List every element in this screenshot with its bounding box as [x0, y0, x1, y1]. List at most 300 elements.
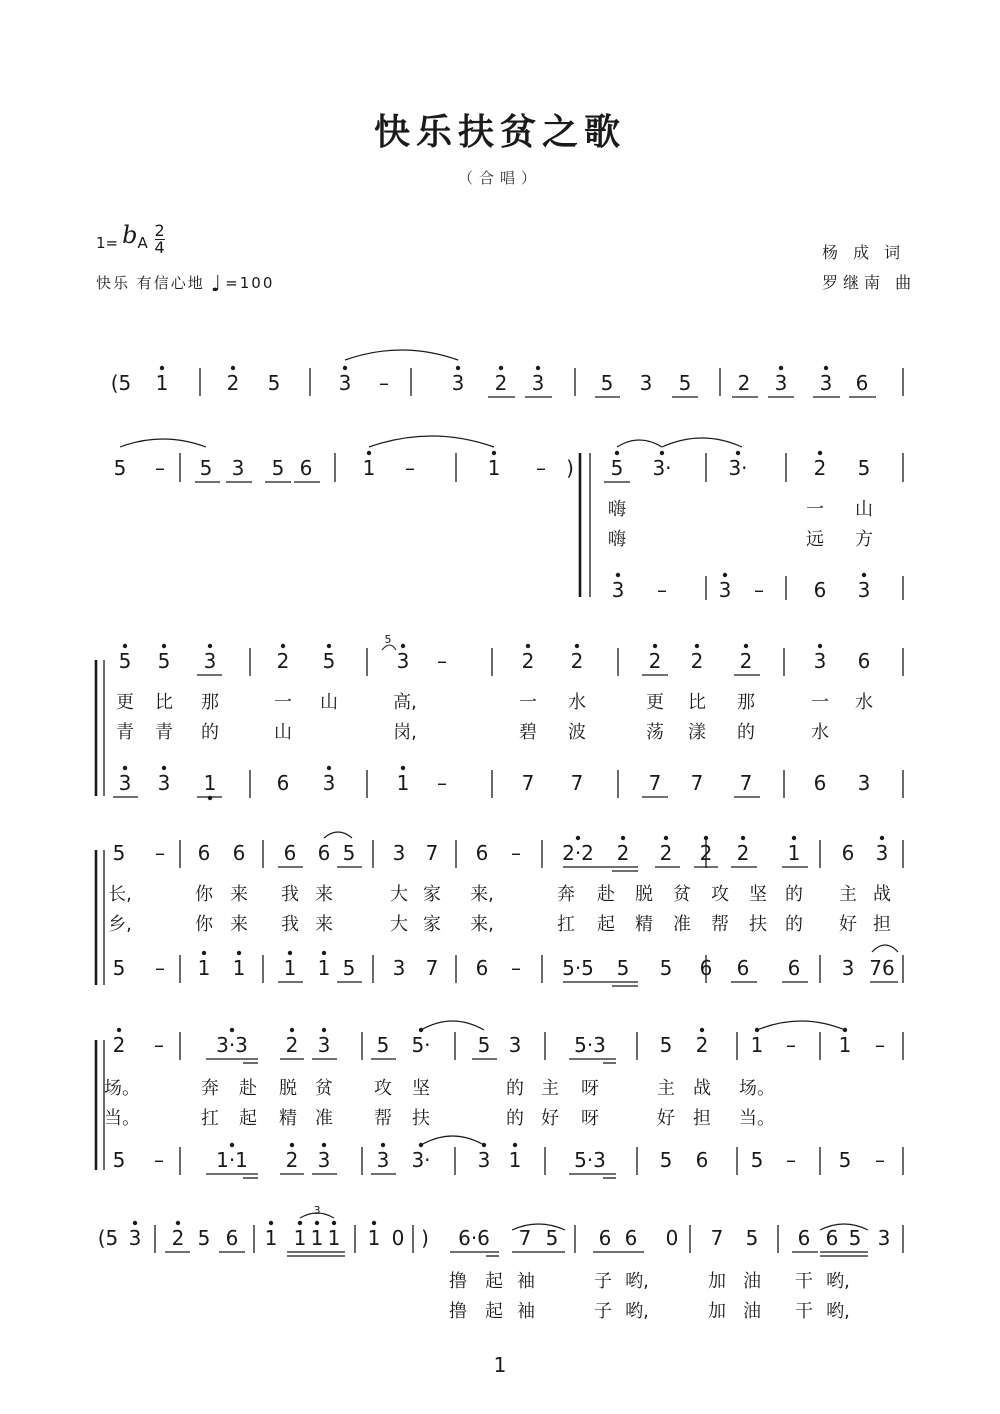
octave-dot	[322, 951, 326, 955]
note: 6	[736, 956, 750, 980]
note: –	[155, 841, 165, 865]
key-letter: A	[137, 234, 148, 252]
note: 3	[841, 956, 855, 980]
note: 6	[299, 456, 313, 480]
octave-dot	[231, 366, 235, 370]
octave-dot	[230, 1143, 234, 1147]
lyric: 帮	[374, 1108, 392, 1129]
note: 3	[396, 649, 410, 673]
lyric: 呀	[581, 1108, 599, 1129]
octave-dot	[290, 1028, 294, 1032]
lyric: 好	[657, 1108, 675, 1129]
lyric: 来	[230, 914, 248, 935]
note: 5	[477, 1033, 491, 1057]
lyric: 嗨	[608, 529, 626, 550]
tempo-text: 快乐 有信心地	[96, 274, 205, 292]
note: 5	[322, 649, 336, 673]
lyric: 家	[423, 914, 441, 935]
lyric: 一	[811, 692, 829, 713]
lyric: 起	[485, 1271, 503, 1292]
lyric: 我	[281, 884, 299, 905]
octave-dot	[779, 366, 783, 370]
note: 3	[392, 841, 406, 865]
lyric: 坚	[749, 884, 767, 905]
note: 6	[787, 956, 801, 980]
note: 6	[283, 841, 297, 865]
octave-dot	[695, 644, 699, 648]
note: 3	[128, 1226, 142, 1250]
note: 1	[750, 1033, 764, 1057]
note: 7	[425, 841, 439, 865]
octave-dot	[456, 366, 460, 370]
note: 2	[739, 649, 753, 673]
lyric: 主	[839, 884, 857, 905]
note: 5	[271, 456, 285, 480]
octave-dot	[621, 836, 625, 840]
slur	[617, 440, 662, 447]
octave-dot	[237, 951, 241, 955]
note: 3·	[728, 456, 748, 480]
note: 5	[342, 956, 356, 980]
note: 3·3	[216, 1033, 248, 1057]
note: 0	[391, 1226, 405, 1250]
note: 5	[199, 456, 213, 480]
lyric: 奔	[557, 884, 575, 905]
octave-dot	[290, 1143, 294, 1147]
lyric: 家	[423, 884, 441, 905]
note: 5	[678, 371, 692, 395]
note: 3	[477, 1148, 491, 1172]
lyric: 的	[785, 884, 803, 905]
octave-dot	[322, 1143, 326, 1147]
note: –	[536, 456, 546, 480]
note: 5	[848, 1226, 862, 1250]
note: 5	[157, 649, 171, 673]
note: 6	[475, 841, 489, 865]
octave-dot	[367, 451, 371, 455]
note: 6	[813, 578, 827, 602]
lyric: 哟,	[625, 1301, 649, 1322]
note: 3	[813, 649, 827, 673]
octave-dot	[208, 644, 212, 648]
note: 2·2	[562, 841, 594, 865]
note: 6	[598, 1226, 612, 1250]
note: 3	[376, 1148, 390, 1172]
note: 6	[855, 371, 869, 395]
note: –	[154, 1148, 164, 1172]
lyric: 主	[657, 1078, 675, 1099]
note: 3	[322, 771, 336, 795]
lyric: 呀	[581, 1078, 599, 1099]
octave-dot	[792, 836, 796, 840]
note: 6	[225, 1226, 239, 1250]
note: )	[566, 456, 574, 480]
note: 2	[736, 841, 750, 865]
note: 5	[616, 956, 630, 980]
note: 76	[869, 956, 895, 980]
lyric: 的	[201, 722, 219, 743]
lyric: 起	[485, 1301, 503, 1322]
note: 5	[342, 841, 356, 865]
lyric: 青	[155, 722, 173, 743]
note: 3	[203, 649, 217, 673]
octave-dot	[513, 1143, 517, 1147]
note: 1	[508, 1148, 522, 1172]
note: 6	[825, 1226, 839, 1250]
note: 3	[875, 841, 889, 865]
octave-dot	[202, 951, 206, 955]
note: 1·1	[216, 1148, 248, 1172]
note: 3	[857, 578, 871, 602]
lyric: 子	[594, 1271, 612, 1292]
note: –	[511, 956, 521, 980]
lyric: 比	[688, 692, 706, 713]
lyric: 一	[519, 692, 537, 713]
note: 6	[797, 1226, 811, 1250]
octave-dot	[818, 451, 822, 455]
note: –	[405, 456, 415, 480]
note: 1	[283, 956, 297, 980]
lyric: 远	[806, 529, 824, 550]
lyric: 准	[315, 1108, 333, 1129]
octave-dot	[298, 1221, 302, 1225]
lyric: 坚	[412, 1078, 430, 1099]
lyric: 来	[230, 884, 248, 905]
note: 2	[570, 649, 584, 673]
note: )	[421, 1226, 429, 1250]
note: –	[657, 578, 667, 602]
octave-dot	[322, 1028, 326, 1032]
lyric: 山	[855, 499, 873, 520]
lyric: 贫	[315, 1078, 333, 1099]
note: 1	[787, 841, 801, 865]
note: 2	[276, 649, 290, 673]
lyric: 奔	[201, 1078, 219, 1099]
note: 7	[710, 1226, 724, 1250]
lyric: 扶	[412, 1108, 430, 1129]
note: 6	[276, 771, 290, 795]
lyric: 哟,	[826, 1271, 850, 1292]
note: 6	[624, 1226, 638, 1250]
note: –	[154, 1033, 164, 1057]
lyric: 担	[693, 1108, 711, 1129]
lyric: 那	[737, 692, 755, 713]
note: –	[437, 771, 447, 795]
note: 2	[226, 371, 240, 395]
note: –	[437, 649, 447, 673]
flat-sign: b	[122, 221, 138, 249]
note: 3	[118, 771, 132, 795]
lyric: 长,	[108, 884, 132, 905]
lyric: 的	[506, 1108, 524, 1129]
lyric: 担	[873, 914, 891, 935]
note: 1	[367, 1226, 381, 1250]
octave-dot	[664, 836, 668, 840]
lyric: 更	[116, 692, 134, 713]
lyric: 一	[806, 499, 824, 520]
octave-dot	[700, 1028, 704, 1032]
lyric: 好	[541, 1108, 559, 1129]
octave-dot	[736, 451, 740, 455]
note: 2	[112, 1033, 126, 1057]
note: –	[379, 371, 389, 395]
note: 3	[877, 1226, 891, 1250]
lyric: 干	[795, 1271, 813, 1292]
note: 1	[232, 956, 246, 980]
octave-dot	[526, 644, 530, 648]
note: 6	[317, 841, 331, 865]
octave-dot	[123, 766, 127, 770]
note: –	[786, 1148, 796, 1172]
lyric: 的	[785, 914, 803, 935]
note: 5	[112, 1148, 126, 1172]
note: 5	[659, 1033, 673, 1057]
octave-dot	[327, 766, 331, 770]
octave-dot	[723, 573, 727, 577]
note: 5·5	[562, 956, 594, 980]
note: 7	[570, 771, 584, 795]
slur	[757, 1021, 845, 1030]
octave-dot	[660, 451, 664, 455]
slur	[345, 350, 458, 360]
octave-dot	[381, 1143, 385, 1147]
note: 3	[392, 956, 406, 980]
note: 3	[157, 771, 171, 795]
octave-dot	[160, 366, 164, 370]
lyric: 扶	[749, 914, 767, 935]
lyric: 青	[116, 722, 134, 743]
lyric: 我	[281, 914, 299, 935]
lyric: 大	[390, 914, 408, 935]
octave-dot	[492, 451, 496, 455]
octave-dot	[818, 644, 822, 648]
lyric: 场。	[739, 1078, 775, 1099]
note: 5	[545, 1226, 559, 1250]
lyric: 攻	[374, 1078, 392, 1099]
song-title: 快乐扶贫之歌	[373, 111, 626, 153]
note: 5	[112, 956, 126, 980]
note: 6	[857, 649, 871, 673]
note: 7	[521, 771, 535, 795]
lyric: 当。	[104, 1108, 140, 1129]
lyric: 贫	[673, 884, 691, 905]
lyric: 脱	[279, 1078, 297, 1099]
octave-dot	[162, 644, 166, 648]
octave-dot	[315, 1221, 319, 1225]
note: 5	[659, 1148, 673, 1172]
note: 3	[774, 371, 788, 395]
octave-dot	[576, 836, 580, 840]
lyric: 高,	[393, 692, 417, 713]
note: 3·	[411, 1148, 431, 1172]
time-numerator: 2	[154, 221, 165, 240]
note: 2	[285, 1148, 299, 1172]
slur	[120, 439, 206, 447]
octave-dot	[372, 1221, 376, 1225]
note: 1	[293, 1226, 307, 1250]
note: 1	[197, 956, 211, 980]
composer: 罗继南 曲	[822, 273, 917, 292]
note: 1	[396, 771, 410, 795]
note: 2	[695, 1033, 709, 1057]
octave-dot	[741, 836, 745, 840]
lyric: 水	[811, 722, 829, 743]
note: 3	[338, 371, 352, 395]
lyric: 攻	[711, 884, 729, 905]
lyric: 一	[274, 692, 292, 713]
lyric: 的	[506, 1078, 524, 1099]
lyric: 比	[155, 692, 173, 713]
lyric: 你	[195, 884, 213, 905]
octave-dot	[824, 366, 828, 370]
page-number: 1	[493, 1353, 507, 1377]
lyric: 荡	[646, 722, 664, 743]
note: 1	[362, 456, 376, 480]
note: 5	[113, 456, 127, 480]
lyricist: 杨 成 词	[822, 243, 906, 262]
lyric: 漾	[688, 722, 706, 743]
note: 2	[285, 1033, 299, 1057]
note: –	[511, 841, 521, 865]
octave-dot	[401, 766, 405, 770]
lyric: 脱	[635, 884, 653, 905]
octave-dot	[880, 836, 884, 840]
lyric: 起	[239, 1108, 257, 1129]
note: 1	[487, 456, 501, 480]
note: 5	[857, 456, 871, 480]
note: 5	[376, 1033, 390, 1057]
lyric: 精	[279, 1108, 297, 1129]
octave-dot	[343, 366, 347, 370]
note: 5·3	[574, 1148, 606, 1172]
octave-dot	[401, 644, 405, 648]
octave-dot	[327, 644, 331, 648]
slur	[369, 436, 494, 447]
lyric: 山	[274, 722, 292, 743]
octave-dot	[133, 1221, 137, 1225]
lyric: 你	[195, 914, 213, 935]
lyric: 更	[646, 692, 664, 713]
lyric: 子	[594, 1301, 612, 1322]
lyric: 来	[315, 884, 333, 905]
note: 5·	[411, 1033, 431, 1057]
lyric: 赴	[239, 1078, 257, 1099]
note: 6	[232, 841, 246, 865]
note: 1	[264, 1226, 278, 1250]
note: (5	[97, 1226, 119, 1250]
lyric: 大	[390, 884, 408, 905]
octave-dot	[230, 1028, 234, 1032]
time-denominator: 4	[154, 238, 165, 257]
lyric: 哟,	[625, 1271, 649, 1292]
note: 5	[838, 1148, 852, 1172]
note: 5	[610, 456, 624, 480]
note: 3	[451, 371, 465, 395]
note: 7	[425, 956, 439, 980]
note: 7	[690, 771, 704, 795]
slur	[324, 832, 352, 838]
note: 1	[203, 771, 217, 795]
octave-dot	[653, 644, 657, 648]
lyric: 碧	[519, 722, 537, 743]
note: 7	[648, 771, 662, 795]
note: 3	[508, 1033, 522, 1057]
lyric: 场。	[104, 1078, 140, 1099]
note: 1	[155, 371, 169, 395]
note: 3	[231, 456, 245, 480]
note: 3	[639, 371, 653, 395]
octave-dot	[281, 644, 285, 648]
slur	[421, 1136, 484, 1145]
note: 3	[317, 1033, 331, 1057]
octave-dot	[744, 644, 748, 648]
note: –	[786, 1033, 796, 1057]
note: 6	[197, 841, 211, 865]
slur	[421, 1021, 484, 1030]
octave-dot	[615, 451, 619, 455]
lyric: 战	[873, 884, 891, 905]
slur	[662, 438, 742, 447]
octave-dot	[862, 573, 866, 577]
note: 1	[838, 1033, 852, 1057]
note: 0	[665, 1226, 679, 1250]
note: 5·3	[574, 1033, 606, 1057]
note: 1	[317, 956, 331, 980]
lyric: 哟,	[826, 1301, 850, 1322]
note: 2	[737, 371, 751, 395]
note: –	[875, 1033, 885, 1057]
octave-dot	[499, 366, 503, 370]
note: –	[754, 578, 764, 602]
note: 1	[310, 1226, 324, 1250]
key-prefix: 1=	[96, 234, 119, 252]
note: 2	[616, 841, 630, 865]
note: 2	[494, 371, 508, 395]
lyric: 岗,	[393, 722, 417, 743]
lyric: 扛	[557, 914, 575, 935]
tempo-bpm: =100	[225, 274, 275, 292]
octave-dot	[269, 1221, 273, 1225]
lyric: 方	[855, 529, 873, 550]
lyric: 加	[708, 1271, 726, 1292]
note: 6·6	[458, 1226, 490, 1250]
note: 2	[171, 1226, 185, 1250]
song-subtitle: （合唱）	[457, 169, 542, 187]
lyric: 油	[743, 1301, 761, 1322]
note: 5	[267, 371, 281, 395]
note: 2	[648, 649, 662, 673]
lyric: 精	[635, 914, 653, 935]
lyric: 波	[568, 722, 586, 743]
note: 3·	[652, 456, 672, 480]
note: 3	[531, 371, 545, 395]
note: 5	[600, 371, 614, 395]
note: 6	[841, 841, 855, 865]
note: 6	[813, 771, 827, 795]
note: 2	[699, 841, 713, 865]
lyric: 起	[597, 914, 615, 935]
lyric: 好	[839, 914, 857, 935]
note: 2	[690, 649, 704, 673]
lyric: 那	[201, 692, 219, 713]
lyric: 撸	[449, 1301, 467, 1322]
note: 3	[611, 578, 625, 602]
note: 3	[718, 578, 732, 602]
triplet-mark: 3	[313, 1204, 321, 1217]
note: 6	[699, 956, 713, 980]
note: 6	[475, 956, 489, 980]
lyric: 赴	[597, 884, 615, 905]
